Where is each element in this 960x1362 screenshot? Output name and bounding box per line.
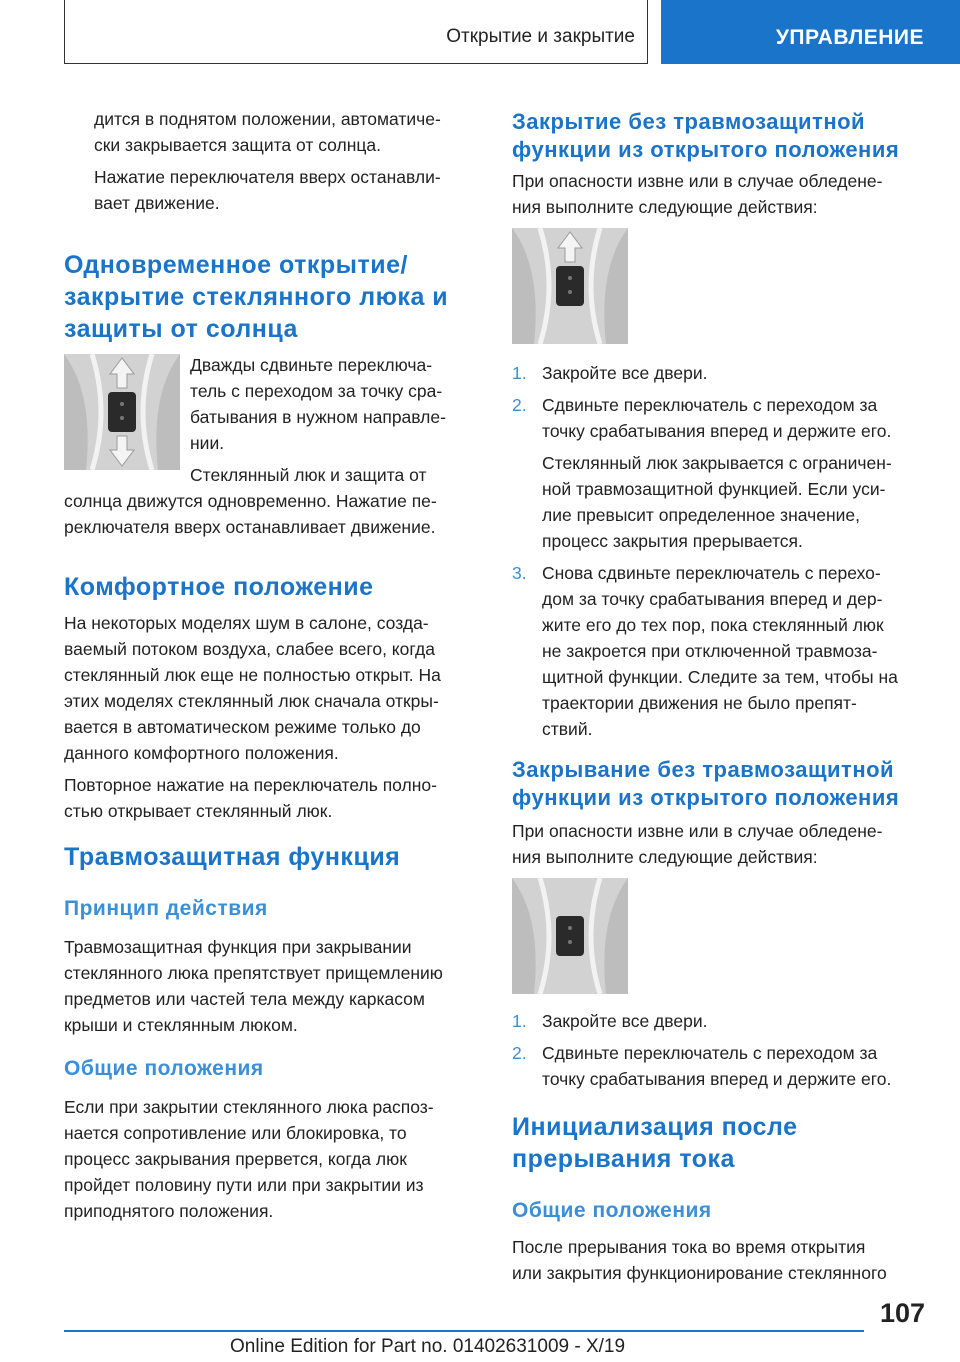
step-text: Снова сдвиньте переключатель с перехо-	[542, 563, 881, 583]
step-note: ной травмозащитной функцией. Если уси-	[542, 479, 886, 499]
heading-close-no-pinch: Закрытие без травмозащитной	[512, 109, 866, 134]
comfort-text: данного комфортного положения.	[64, 743, 339, 763]
simultaneous-text: батывания в нужном направле-	[190, 407, 446, 427]
comfort-text: вается в автоматическом режиме только до	[64, 717, 421, 737]
chapter-tab	[661, 0, 960, 64]
step-note: лие превысит определенное значение,	[542, 505, 860, 525]
step-text: Закройте все двери.	[542, 363, 708, 383]
heading-closing-no-pinch: Закрывание без травмозащитной	[512, 757, 895, 782]
principle-text: крыши и стеклянным люком.	[64, 1015, 298, 1035]
section-title: Открытие и закрытие	[446, 26, 635, 47]
heading-initialization: Инициализация после	[512, 1113, 798, 1141]
sunroof-switch-icon	[64, 354, 180, 470]
step-text: щитной функции. Следите за тем, чтобы на	[542, 667, 898, 687]
comfort-text: стеклянный люк еще не полностью открыт. На	[64, 665, 441, 685]
closing-intro: ния выполните следующие действия:	[512, 847, 818, 867]
step-number: 3.	[512, 563, 527, 583]
heading-simultaneous: закрытие стеклянного люка и	[64, 283, 449, 311]
simultaneous-text: солнца движутся одновременно. Нажатие пе-	[64, 491, 437, 511]
step-text: точку срабатывания вперед и держите его.	[542, 1069, 892, 1089]
comfort-text: этих моделях стеклянный люк сначала откры-	[64, 691, 439, 711]
intro-line: дится в поднятом положении, автоматиче-	[94, 109, 441, 129]
step-text: жите его до тех пор, пока стеклянный люк	[542, 615, 884, 635]
general-text: процесс закрывания прервется, когда люк	[64, 1149, 407, 1169]
heading-initialization: прерывания тока	[512, 1145, 735, 1173]
step-text: Закройте все двери.	[542, 1011, 708, 1031]
simultaneous-text: нии.	[190, 433, 225, 453]
step-text: ствий.	[542, 719, 593, 739]
general-text: нается сопротивление или блокировка, то	[64, 1123, 407, 1143]
heading-simultaneous: Одновременное открытие/	[64, 251, 408, 279]
heading-principle: Принцип действия	[64, 897, 268, 920]
heading-simultaneous: защиты от солнца	[64, 315, 298, 343]
page-number: 107	[880, 1298, 926, 1328]
comfort-text: ваемый потоком воздуха, слабее всего, когда	[64, 639, 435, 659]
step-text: не закроется при отключенной травмоза-	[542, 641, 878, 661]
step-number: 2.	[512, 1043, 527, 1063]
heading-pinch-protection: Травмозащитная функция	[64, 843, 401, 871]
intro-line: Нажатие переключателя вверх останавли-	[94, 167, 441, 187]
footer-divider	[64, 1330, 864, 1332]
sunroof-switch-icon	[512, 878, 628, 994]
intro-line: вает движение.	[94, 193, 220, 213]
step-text: дом за точку срабатывания вперед и дер-	[542, 589, 883, 609]
close-intro: При опасности извне или в случае обледене-	[512, 171, 883, 191]
general2-text: или закрытия функционирование стеклянного	[512, 1263, 887, 1283]
step-number: 1.	[512, 1011, 527, 1031]
heading-close-no-pinch: функции из открытого положения	[512, 137, 900, 162]
general-text: приподнятого положения.	[64, 1201, 274, 1221]
chapter-title: УПРАВЛЕНИЕ	[775, 26, 924, 49]
step-text: точку срабатывания вперед и держите его.	[542, 421, 892, 441]
heading-closing-no-pinch: функции из открытого положения	[512, 785, 900, 810]
comfort-text: На некоторых моделях шум в салоне, созда-	[64, 613, 429, 633]
general-text: пройдет половину пути или при закрытии из	[64, 1175, 424, 1195]
heading-comfort: Комфортное положение	[64, 573, 374, 601]
heading-general-2: Общие положения	[512, 1199, 712, 1222]
principle-text: стеклянного люка препятствует прищемлению	[64, 963, 443, 983]
step-text: Сдвиньте переключатель с переходом за	[542, 395, 878, 415]
intro-line: ски закрывается защита от солнца.	[94, 135, 382, 155]
step-note: Стеклянный люк закрывается с ограничен-	[542, 453, 892, 473]
principle-text: предметов или частей тела между каркасом	[64, 989, 425, 1009]
general2-text: После прерывания тока во время открытия	[512, 1237, 866, 1257]
sunroof-switch-icon	[512, 228, 628, 344]
simultaneous-text: тель с переходом за точку сра-	[190, 381, 443, 401]
comfort-text: Повторное нажатие на переключатель полно-	[64, 775, 437, 795]
general-text: Если при закрытии стеклянного люка распоз-	[64, 1097, 434, 1117]
step-text: траектории движения не было препят-	[542, 693, 857, 713]
heading-general: Общие положения	[64, 1057, 264, 1080]
simultaneous-text: Дважды сдвиньте переключа-	[190, 355, 433, 375]
step-text: Сдвиньте переключатель с переходом за	[542, 1043, 878, 1063]
step-note: процесс закрытия прерывается.	[542, 531, 803, 551]
simultaneous-text: Стеклянный люк и защита от	[190, 465, 427, 485]
close-intro: ния выполните следующие действия:	[512, 197, 818, 217]
principle-text: Травмозащитная функция при закрывании	[64, 937, 412, 957]
comfort-text: стью открывает стеклянный люк.	[64, 801, 333, 821]
closing-intro: При опасности извне или в случае обледене-	[512, 821, 883, 841]
simultaneous-text: реключателя вверх останавливает движение.	[64, 517, 436, 537]
step-number: 2.	[512, 395, 527, 415]
footer-edition: Online Edition for Part no. 01402631009 - X/19	[230, 1336, 626, 1357]
step-number: 1.	[512, 363, 527, 383]
running-header	[64, 0, 648, 64]
